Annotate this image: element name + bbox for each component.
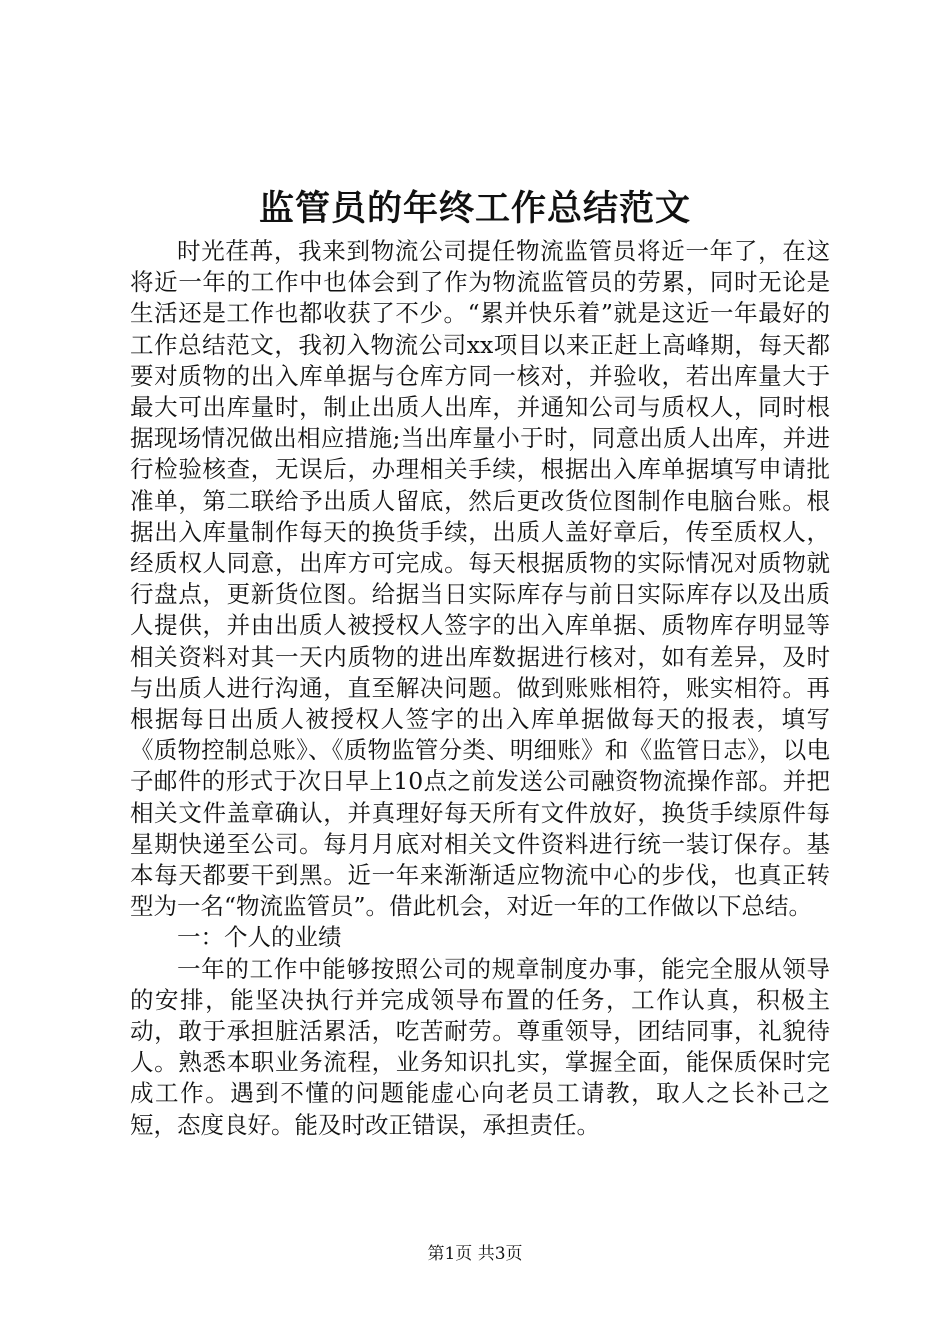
document-title: 监管员的年终工作总结范文 <box>258 188 691 229</box>
paragraph-performance: 一年的工作中能够按照公司的规章制度办事，能完全服从领导的安排，能坚决执行并完成领导布置的任务，工作认真，积极主动，敢于承担脏活累活，吃苦耐劳。尊重领导，团结同事，礼貌待人。熟悉本职业务流程，业务知识扎实，掌握全面，能保质保时完成工作。遇到不懂的问题能虚心向老员工请教，取人之长补己之短，态度良好。能及时改正错误，承担责任。 <box>130 954 830 1139</box>
page-footer: 第1页 共3页 <box>427 1244 523 1264</box>
paragraph-intro: 时光荏苒，我来到物流公司提任物流监管员将近一年了，在这将近一年的工作中也体会到了作为物流监管员的劳累，同时无论是生活还是工作也都收获了不少。“累并快乐着”就是这近一年最好的工作总结范文，我初入物流公司xx项目以来正赶上高峰期，每天都要对质物的出入库单据与仓库方同一核对，并验收，若出库量大于最大可出库量时，制止出质人出库，并通知公司与质权人，同时根据现场情况做出相应措施;当出库量小于时，同意出质人出库，并进行检验核查，无误后，办理相关手续，根据出入库单据填写申请批准单，第二联给予出质人留底，然后更改货位图制作电脑台账。根据出入库量制作每天的换货手续，出质人盖好章后，传至质权人，经质权人同意，出库方可完成。每天根据质物的实际情况对质物就行盘点，更新货位图。给据当日实际库存与前日实际库存以及出质人提供，并由出质人被授权人签字的出入库单据、质物库存明显等相关资料对其一天内质物的进出库数据进行核对，如有差异，及时与出质人进行沟通，直至解决问题。做到账账相符，账实相符。再根据每日出质人被授权人签字的出入库单据做每天的报表，填写《质物控制总账》、《质物监管分类、明细账》和《监管日志》，以电子邮件的形式于次日早上10点之前发送公司融资物流操作部。并把相关文件盖章确认，并真理好每天所有文件放好，换货手续原件每星期快递至公司。每月月底对相关文件资料进行统一装订保存。基本每天都要干到黑。近一年来渐渐适应物流中心的步伐，也真正转型为一名“物流监管员”。借此机会，对近一年的工作做以下总结。 <box>130 237 830 921</box>
document-body <box>130 236 830 1141</box>
section-heading-personal-performance: 一：个人的业绩 <box>177 923 342 952</box>
